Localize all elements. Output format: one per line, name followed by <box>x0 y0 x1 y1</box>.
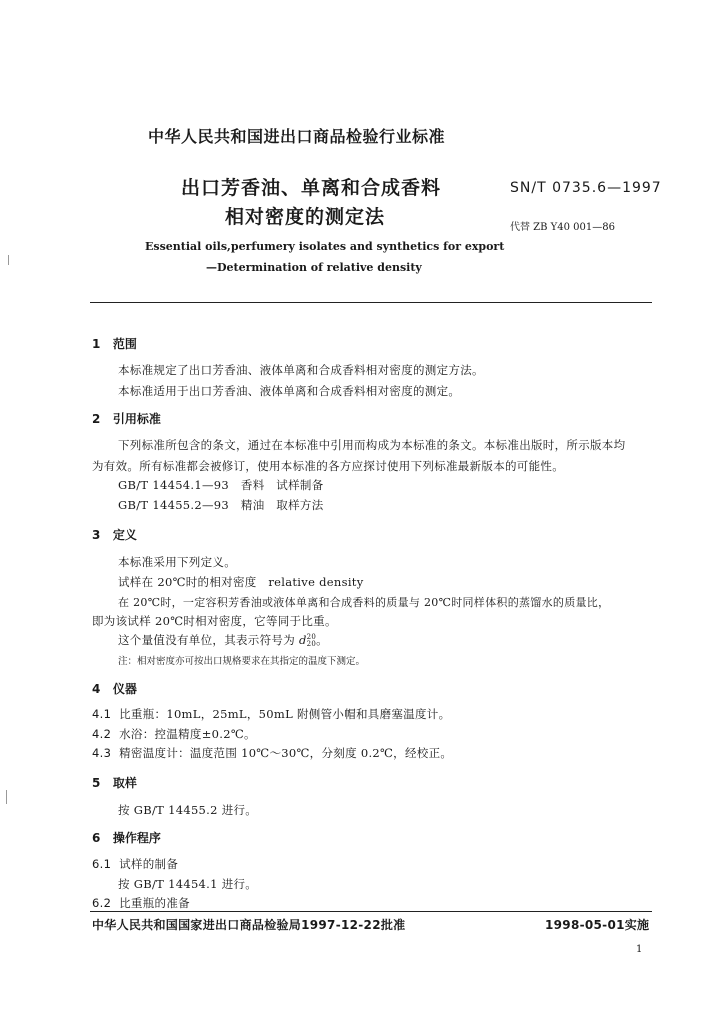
item-4-2 <box>92 726 256 742</box>
header-divider <box>90 302 652 303</box>
section-6-heading <box>92 829 161 846</box>
section-1-title: 范围 <box>112 337 137 351</box>
doc-title-line1: 出口芳香油、单离和合成香料 <box>181 177 442 199</box>
symbol-subscript: 20 <box>306 640 317 648</box>
section-4-number: 4 <box>92 682 101 696</box>
section-2-para-1b: 为有效。所有标准都会被修订，使用本标准的各方应探讨使用下列标准最新版本的可能性。 <box>92 459 564 473</box>
doc-title-line2: 相对密度的测定法 <box>225 206 386 228</box>
item-4-1 <box>92 706 450 722</box>
symbol-letter: d <box>298 633 307 647</box>
item-4-1-text: 比重瓶：10mL，25mL，50mL 附侧管小帽和具磨塞温度计。 <box>119 707 451 721</box>
section-5-title: 取样 <box>112 776 137 790</box>
approval-line: 中华人民共和国国家进出口商品检验局1997-12-22批准 <box>92 918 406 932</box>
reference-2-code: GB/T 14455.2—93 <box>118 498 230 512</box>
section-5-heading <box>92 774 137 791</box>
reference-1 <box>118 477 324 493</box>
item-6-1-para: 按 GB/T 14454.1 进行。 <box>118 877 258 891</box>
item-6-1-text: 试样的制备 <box>119 857 179 871</box>
item-4-3-number: 4.3 <box>92 746 112 760</box>
section-2-title: 引用标准 <box>112 412 161 426</box>
section-1-para-1: 本标准规定了出口芳香油、液体单离和合成香料相对密度的测定方法。 <box>118 363 484 377</box>
section-2-heading <box>92 410 161 427</box>
reference-2-title: 精油 取样方法 <box>240 498 324 512</box>
scan-mark <box>8 255 9 265</box>
section-4-title: 仪器 <box>112 682 137 696</box>
item-6-2-number: 6.2 <box>92 896 112 910</box>
org-standard-heading: 中华人民共和国进出口商品检验行业标准 <box>148 127 446 146</box>
section-3-number: 3 <box>92 528 101 542</box>
page-number: 1 <box>636 944 643 955</box>
english-title-line2: —Determination of relative density <box>206 261 422 274</box>
item-4-2-text: 水浴：控温精度±0.2℃。 <box>119 727 256 741</box>
section-5-number: 5 <box>92 776 101 790</box>
reference-1-title: 香料 试样制备 <box>240 478 324 492</box>
scan-mark <box>6 790 7 804</box>
definition-note: 注：相对密度亦可按出口规格要求在其指定的温度下测定。 <box>118 656 366 667</box>
item-6-1 <box>92 856 178 872</box>
definition-text-a: 在 20℃时，一定容积芳香油或液体单离和合成香料的质量与 20℃时同样体积的蒸馏水的质量比， <box>118 596 610 609</box>
reference-2 <box>118 497 324 513</box>
replaces-standard: 代替 ZB Y40 001—86 <box>510 222 615 233</box>
footer-divider <box>90 911 652 912</box>
item-4-1-number: 4.1 <box>92 707 112 721</box>
item-4-2-number: 4.2 <box>92 727 112 741</box>
section-4-heading <box>92 680 137 697</box>
section-1-para-2: 本标准适用于出口芳香油、液体单离和合成香料相对密度的测定。 <box>118 384 461 398</box>
section-6-number: 6 <box>92 831 101 845</box>
section-3-para-1: 本标准采用下列定义。 <box>118 555 236 569</box>
item-4-3 <box>92 745 452 761</box>
effective-date: 1998-05-01实施 <box>545 918 650 932</box>
section-3-heading <box>92 526 137 543</box>
symbol-line <box>118 632 328 648</box>
relative-density-symbol <box>299 633 316 647</box>
item-4-3-text: 精密温度计：温度范围 10℃～30℃，分刻度 0.2℃，经校正。 <box>119 746 453 760</box>
section-1-number: 1 <box>92 337 101 351</box>
section-2-para-1a: 下列标准所包含的条文，通过在本标准中引用而构成为本标准的条文。本标准出版时，所示版本均 <box>118 438 626 452</box>
section-3-title: 定义 <box>112 528 137 542</box>
symbol-text: 这个量值没有单位，其表示符号为 <box>118 633 295 647</box>
english-title-line1: Essential oils,perfumery isolates and synthetics for export <box>145 240 505 253</box>
section-5-para-1: 按 GB/T 14455.2 进行。 <box>118 803 258 817</box>
standard-code: SN/T 0735.6—1997 <box>510 180 662 196</box>
item-6-2 <box>92 895 190 911</box>
symbol-superscript: 20 <box>306 633 317 641</box>
section-6-title: 操作程序 <box>112 831 161 845</box>
reference-1-code: GB/T 14454.1—93 <box>118 478 230 492</box>
symbol-end: 。 <box>316 633 328 647</box>
section-1-heading <box>92 335 137 352</box>
definition-text-b: 即为该试样 20℃时相对密度，它等同于比重。 <box>92 614 337 628</box>
item-6-2-text: 比重瓶的准备 <box>119 896 190 910</box>
item-6-1-number: 6.1 <box>92 857 112 871</box>
section-2-number: 2 <box>92 412 101 426</box>
definition-term: 试样在 20℃时的相对密度 relative density <box>118 575 364 589</box>
